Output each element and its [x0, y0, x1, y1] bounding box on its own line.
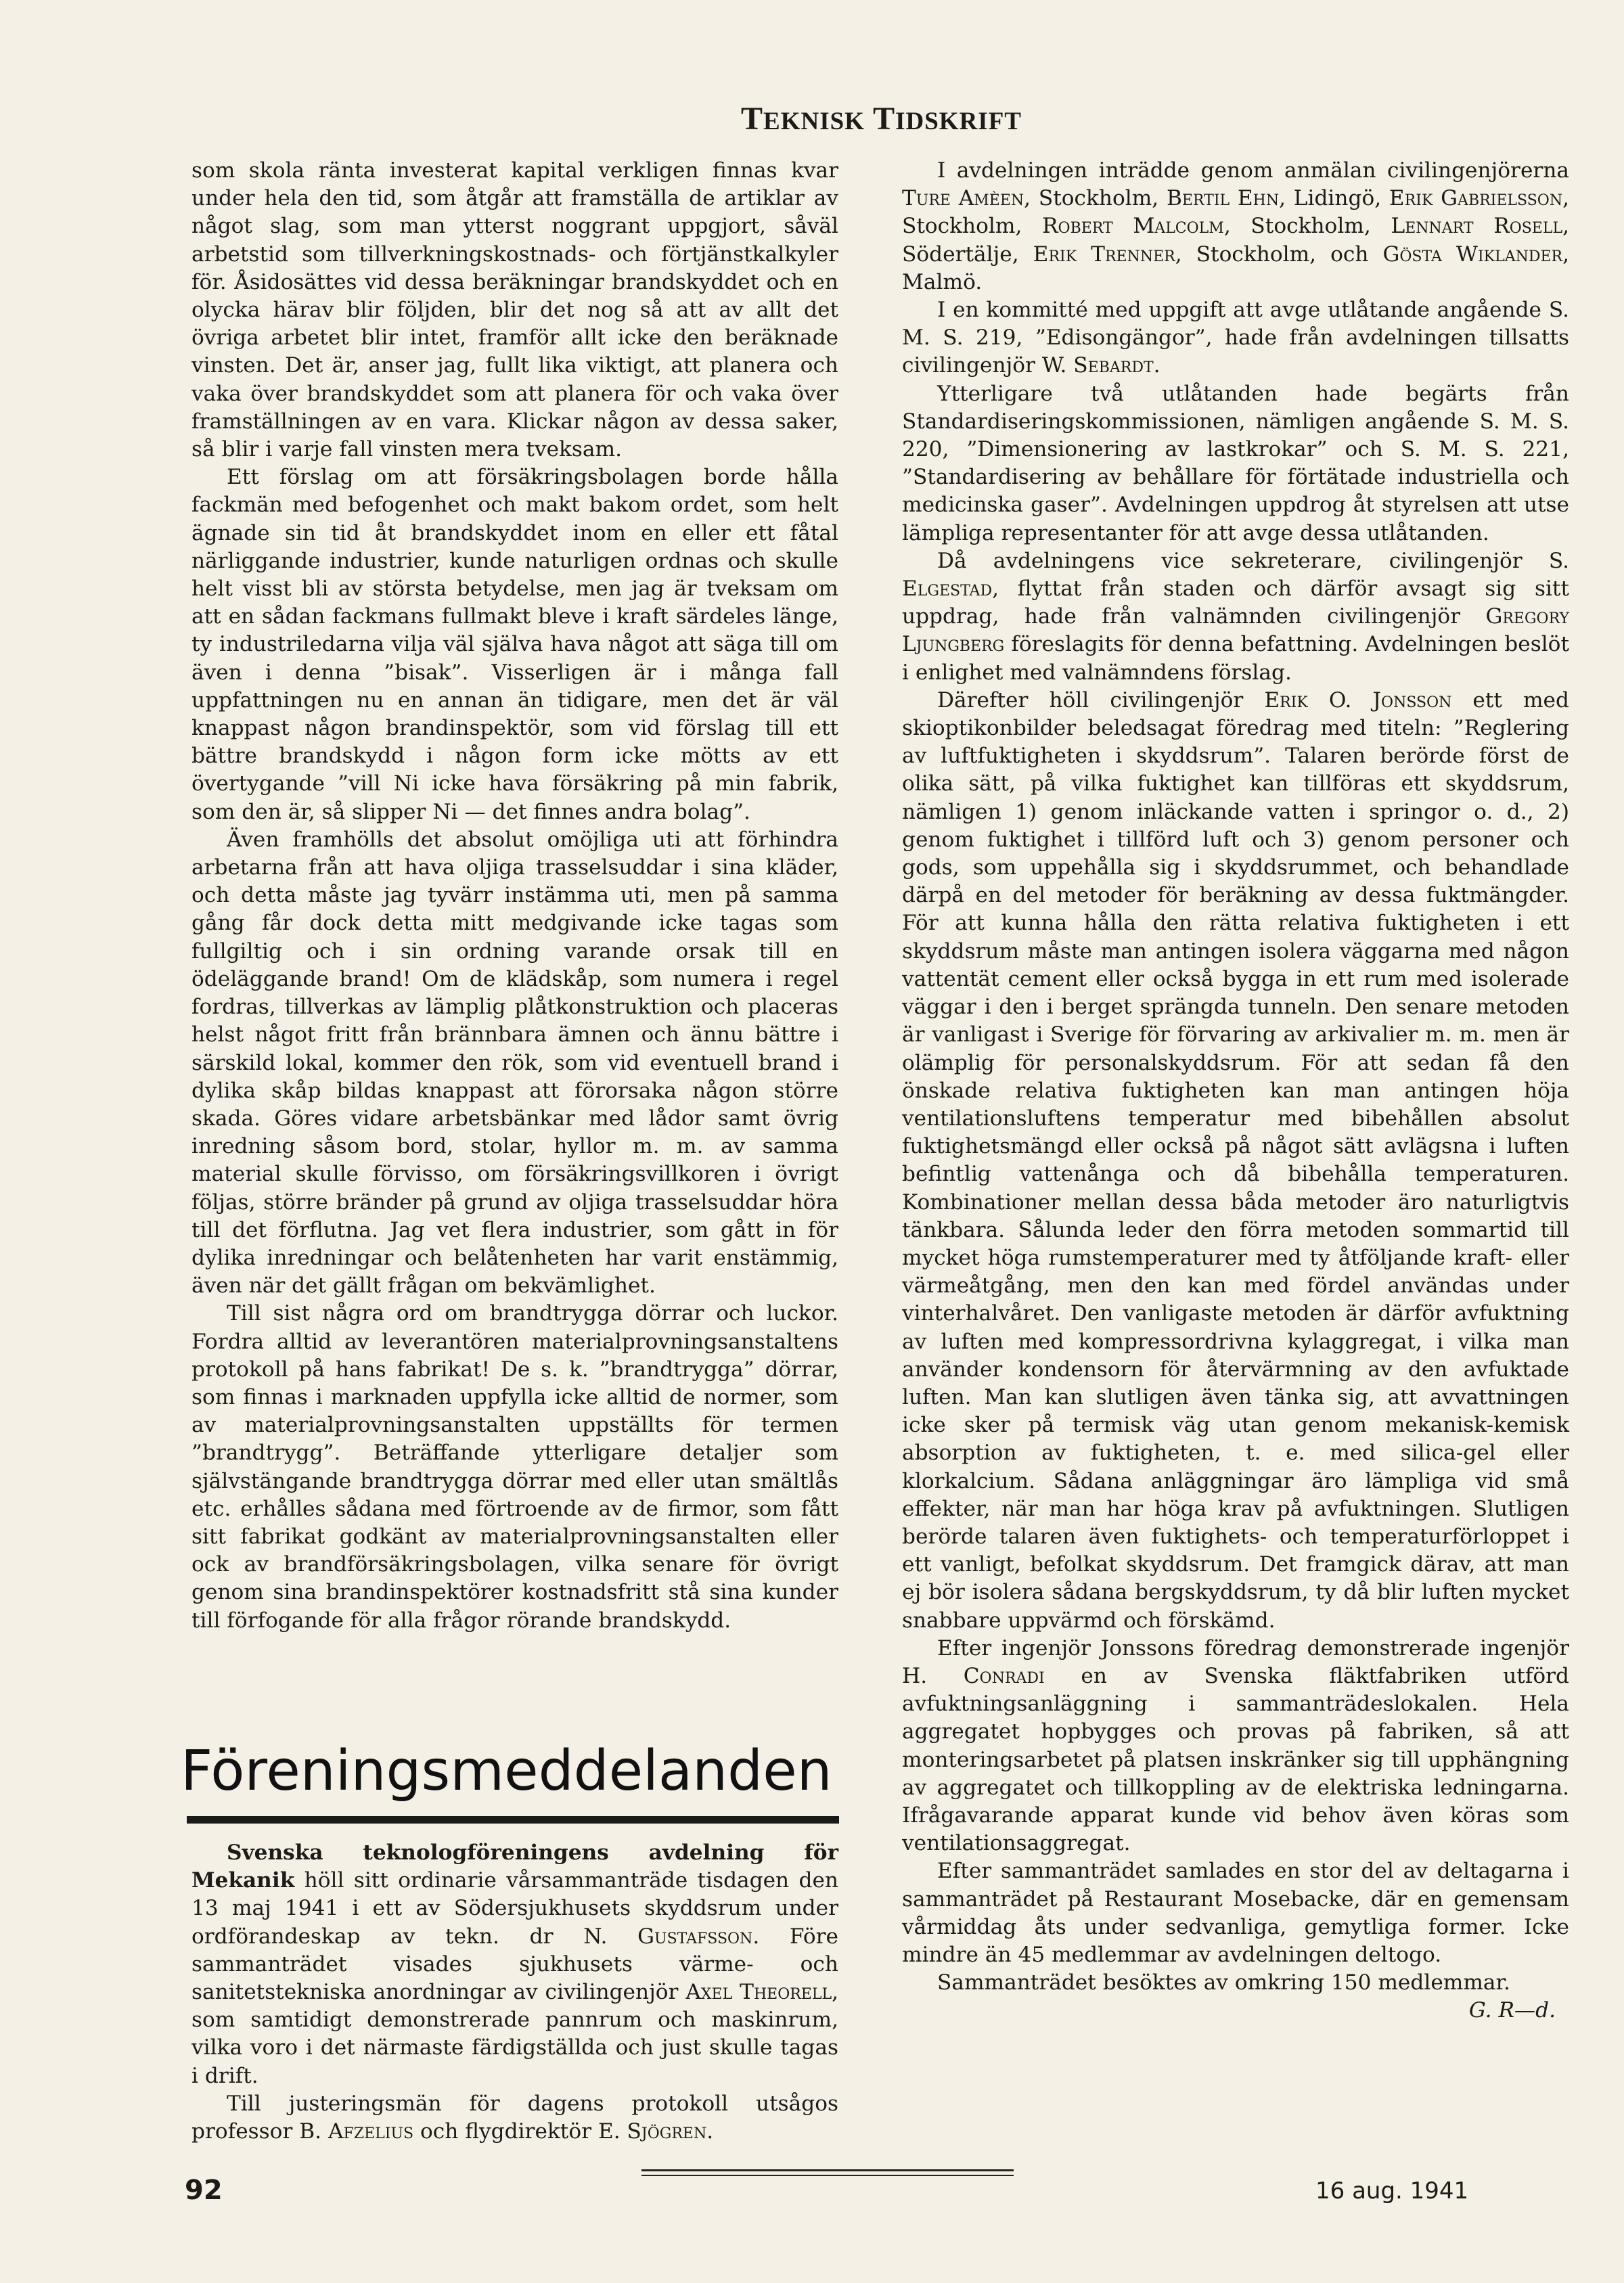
section-rule: [187, 1816, 839, 1824]
page-number: 92: [185, 2175, 223, 2206]
right-column: [902, 157, 1569, 2025]
issue-date: 16 aug. 1941: [1315, 2177, 1469, 2205]
text: , Stockholm, och: [1175, 242, 1383, 267]
paragraph: Efter sammanträdet samlades en stor del av deltagarna i sammanträdet på Restaurant Mosebacke, där en gemensam vårmiddag åts under sedvanliga, gemytliga former. Icke mindre än 45 medlemmar av avdelningen deltogo.: [902, 1859, 1569, 1967]
section-title: Föreningsmeddelanden: [181, 1739, 832, 1803]
text: .: [706, 2119, 714, 2144]
text: .: [1153, 353, 1160, 378]
text: Sammanträdet besöktes av omkring 150 medlemmar.: [937, 1970, 1510, 1995]
paragraph: Även framhölls det absolut omöjliga uti att förhindra arbetarna från att hava oljiga trasselsuddar i sina kläder, och detta måste jag tyvärr instämma uti, men på samma gång får dock detta mitt medgivande icke tagas som fullgiltig och i sin ordning varande orsak till en ödeläggande brand! Om de klädskåp, som numera i regel fordras, tillverkas av lämplig plåtkonstruktion och placeras helst något fritt från brännbara ämnen och ännu bättre i särskild lokal, kommer den rök, som vid eventuell brand i dylika skåp bildas knappast att förorsaka någon större skada. Göres vidare arbetsbänkar med lådor samt övrig inredning såsom bord, stolar, hyllor m. m. av samma material skulle förvisso, om försäkringsvillkoren i övrigt följas, större bränder på grund av oljiga trasselsuddar höra till det förflutna. Jag vet flera industrier, som gått in för dylika inredningar och belåtenheten har varit enstämmig, även när det gällt frågan om bekvämlighet.: [191, 827, 838, 1298]
footer-rule: [641, 2169, 1014, 2171]
text: , Stockholm,: [1024, 186, 1167, 211]
left-column: [191, 157, 838, 1635]
person-name: Robert Malcolm: [1042, 214, 1224, 239]
text: höll sitt ordinarie vårsammanträde tisdagen den 13 maj 1941 i ett av Södersjukhusets skyddsrum under ordförandeskap av tekn. dr N.: [191, 1868, 838, 1949]
text: föreslagits för denna befattning. Avdelningen beslöt i enlighet med valnämndens förslag.: [902, 632, 1569, 685]
person-name: Gregory Ljungberg: [902, 604, 1569, 657]
paragraph: [902, 1635, 1569, 1858]
person-name: Erik Trenner: [1033, 242, 1175, 267]
author-signature: G. R—d.: [1468, 1998, 1556, 2023]
person-name: Gustafsson: [637, 1924, 753, 1949]
person-name: Sebardt: [1073, 353, 1154, 378]
paragraph: [902, 296, 1569, 380]
person-name: Bertil Ehn: [1166, 186, 1280, 211]
text: I avdelningen inträdde genom anmälan civilingenjörerna: [937, 158, 1569, 183]
person-name: Afzelius: [328, 2119, 414, 2144]
paragraph: [902, 157, 1569, 296]
text: Då avdelningens vice sekreterare, civilingenjör S.: [937, 548, 1569, 573]
text: , flyttat från staden och därför avsagt sig sitt uppdrag, hade från valnämnden civilingenjör: [902, 577, 1569, 629]
text: . Före sammanträdet visades sjukhusets värme- och sanitetstekniska anordningar av civilingenjör: [191, 1924, 838, 2005]
person-name: Gösta Wiklander: [1382, 242, 1563, 267]
journal-header: TEKNISK TIDSKRIFT: [741, 101, 1022, 137]
footer-rule: [641, 2175, 1014, 2176]
text: , Södertälje,: [902, 214, 1570, 267]
person-name: Conradi: [963, 1663, 1045, 1688]
person-name: Ture Amèen: [902, 186, 1024, 211]
text: en av Svenska fläktfabriken utförd avfuktningsanläggning i sammanträdeslokalen. Hela aggregatet hopbygges och provas på fabriken, så att monteringsarbetet på platsen inskränker sig till upphängning av aggregatet och tillkoppling av de elektriska ledningarna. Ifrågavarande apparat kunde vid behov även köras som ventilationsaggregat.: [902, 1663, 1569, 1856]
person-name: Erik O. Jonsson: [1264, 687, 1452, 713]
paragraph: [902, 1969, 1569, 2023]
text: , Stockholm,: [1223, 214, 1391, 239]
paragraph: [902, 687, 1569, 1635]
person-name: Erik Gabrielsson: [1389, 186, 1563, 211]
text: ett med skioptikonbilder beledsagat föredrag med titeln: ”Reglering av luftfuktigheten i skyddsrum”. Talaren berörde först de olika sätt, på vilka fuktighet kan tillföras ett skyddsrum, nämligen 1) genom inläckande vatten i springor o. d., 2) genom fuktighet i tillförd luft och 3) genom personer och gods, som uppehålla sig i skyddsrummet, och behandlade därpå en del metoder för beräkning av dessa fuktmängder. För att kunna hålla den rätta relativa fuktigheten i ett skyddsrum måste man antingen isolera väggarna med någon vattentät cement eller också bygga in ett rum med isolerade väggar i den i berget sprängda tunneln. Den senare metoden är vanligast i Sverige för förvaring av arkivalier m. m. men är olämplig för personalskyddsrum. För att sedan få den önskade relativa fuktigheten kan man antingen höja ventilationsluftens temperatur med bibehållen absolut fuktighetsmängd eller också på något sätt avlägsna i luften befintlig vattenånga och då bibehålla temperaturen. Kombinationer mellan dessa båda metoder äro naturligtvis tänkbara. Sålunda leder den förra metoden sommartid till mycket höga rumstemperaturer med ty åtföljande kraft- eller värmeåtgång, men den kan med fördel användas under vinterhalvåret. Den vanligaste metoden är därför avfuktning av luften med kompressordrivna kylaggregat, i vilka man använder kondensorn för återvärmning av den avfuktade luften. Man kan slutligen även tänka sig, att avvattningen icke sker på termisk väg utan genom mekanisk-kemisk absorption av fuktigheten, t. e. med silica-gel eller klorkalcium. Sådana anläggningar äro lämpliga vid små effekter, när man har höga krav på avfuktningen. Slutligen berörde talaren även fuktighets- och temperaturförloppet i ett vanligt, befolkat skyddsrum. Det framgick därav, att man ej bör isolera sådana bergskyddsrum, ty då blir luften mycket snabbare uppvärmd och förskämd.: [902, 687, 1569, 1633]
paragraph: som skola ränta investerat kapital verkligen finnas kvar under hela den tid, som åtgår att framställa de artiklar av något slag, som man ytterst noggrant uppgjort, såväl arbetstid som tillverkningskostnads- och förtjänstkalkyler för. Åsidosättes vid dessa beräkningar brandskyddet och en olycka härav blir följden, blir det nog så att av allt det övriga arbetet blir intet, framför allt icke den beräknade vinsten. Det är, anser jag, fullt lika viktigt, att planera och vaka över brandskyddet som att planera för och vaka över framställningen av en vara. Klickar någon av dessa saker, så blir i varje fall vinsten mera tveksam.: [191, 158, 838, 462]
paragraph: Till sist några ord om brandtrygga dörrar och luckor. Fordra alltid av leverantören materialprovningsanstaltens protokoll på hans fabrikat! De s. k. ”brandtrygga” dörrar, som finnas i marknaden uppfylla icke alltid de normer, som av materialprovningsanstalten uppställts för termen ”brandtrygg”. Beträffande ytterligare detaljer som självstängande brandtrygga dörrar med eller utan smältlås etc. erhålles sådana med förtroende av de firmor, som fått sitt fabrikat godkänt av materialprovningsanstalten eller ock av brandförsäkringsbolagen, vilka senare för övrigt genom sina brandinspektörer kostnadsfritt stå sina kunder till förfogande för alla frågor rörande brandskydd.: [191, 1301, 838, 1633]
text: Till justeringsmän för dagens protokoll utsågos professor B.: [191, 2091, 838, 2144]
person-name: Lennart Rosell: [1391, 214, 1563, 239]
text: , som samtidigt demonstrerade pannrum och maskinrum, vilka voro i det närmaste färdigställda och just skulle tagas i drift.: [191, 1980, 838, 2088]
text: I en kommitté med uppgift att avge utlåtande angående S. M. S. 219, ”Edisongängor”, hade från avdelningen tillsatts civilingenjör W.: [902, 298, 1569, 378]
person-name: Sjögren: [627, 2119, 707, 2144]
paragraph: Ett förslag om att försäkringsbolagen borde hålla fackmän med befogenhet och makt bakom ordet, som helt ägnade sin tid åt brandskyddet inom en eller ett fåtal närliggande industrier, kunde naturligen ordnas och skulle helt visst bli av största betydelse, men jag är tveksam om att en sådan fackmans fullmakt bleve i kraft särdeles länge, ty industriledarna vilja väl själva hava något att säga till om även i denna ”bisak”. Visserligen är i många fall uppfattningen nu en annan än tidigare, men det är väl knappast någon brandinspektör, som vid förslag till ett bättre brandskydd i någon form icke mötts av ett övertygande ”vill Ni icke hava försäkring på min fabrik, som den är, så slipper Ni — det finnes andra bolag”.: [191, 465, 838, 824]
paragraph: Ytterligare två utlåtanden hade begärts från Standardiseringskommissionen, nämligen angående S. M. S. 220, ”Dimensionering av lastkrokar” och S. M. S. 221, ”Standardisering av behållare för förtätade industriella och medicinska gaser”. Avdelningen uppdrog åt styrelsen att utse lämpliga representanter för att avge dessa utlåtanden.: [902, 381, 1569, 545]
section-body: [191, 1839, 838, 2146]
person-name: Axel Theorell: [685, 1980, 832, 2005]
text: , Malmö.: [902, 242, 1570, 294]
paragraph: [902, 547, 1569, 687]
text: , Lidingö,: [1279, 186, 1389, 211]
text: Därefter höll civilingenjör: [937, 687, 1265, 713]
text: , Stockholm,: [902, 186, 1570, 239]
text: Efter ingenjör Jonssons föredrag demonstrerade ingenjör H.: [902, 1635, 1569, 1688]
paragraph: [191, 2090, 838, 2146]
paragraph: [191, 1839, 838, 2090]
person-name: Elgestad: [902, 577, 993, 602]
society-name: Svenska teknologföreningens avdelning för Mekanik: [191, 1840, 838, 1893]
text: och flygdirektör E.: [413, 2119, 627, 2144]
